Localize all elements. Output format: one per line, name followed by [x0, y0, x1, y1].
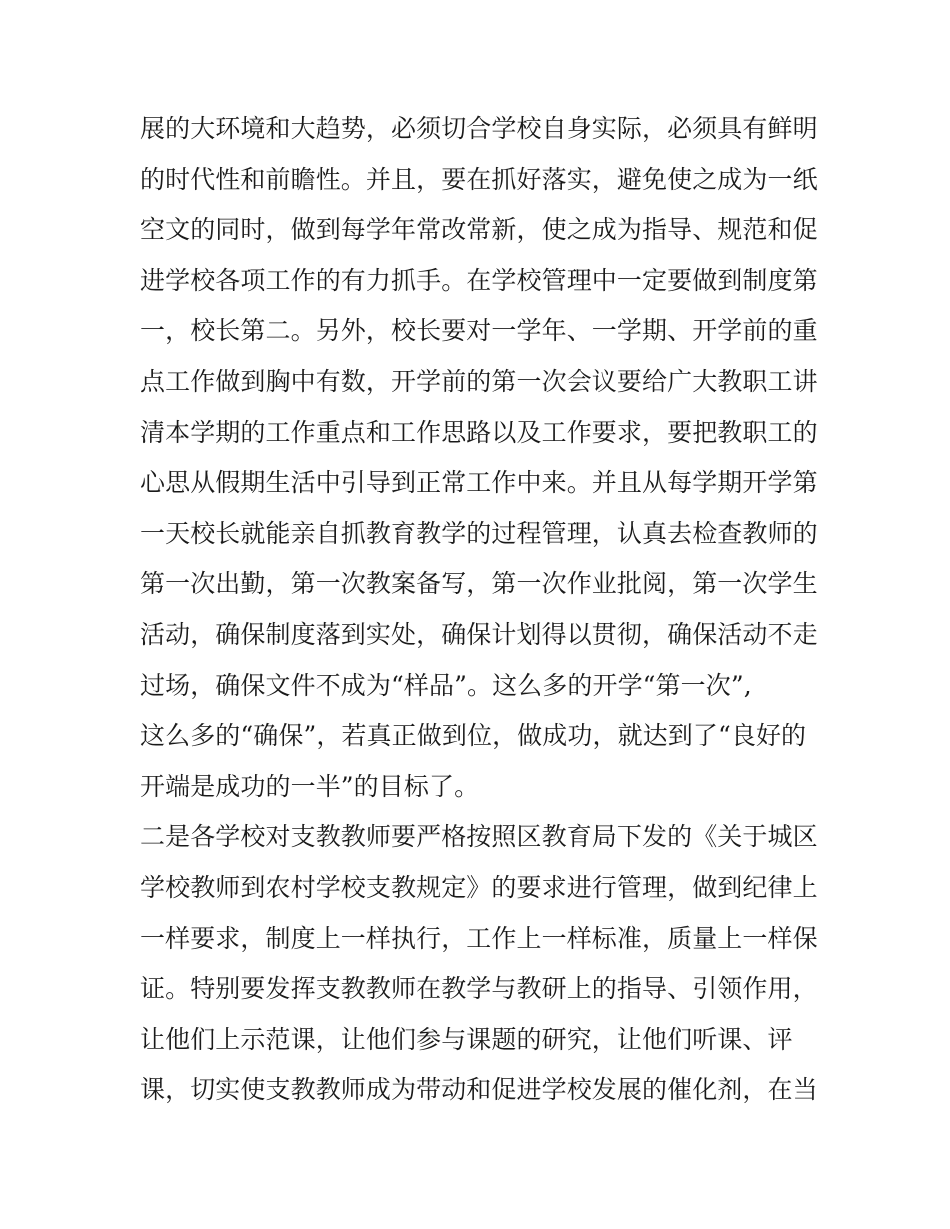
text-line: 展的大环境和大趋势，必须切合学校自身实际，必须具有鲜明: [140, 114, 818, 143]
text-line: 清本学期的工作重点和工作思路以及工作要求，要把教职工的: [140, 417, 818, 447]
text-line: 证。特别要发挥支教教师在教学与教研上的指导、引领作用，: [140, 974, 818, 1004]
text-line: 心思从假期生活中引导到正常工作中来。并且从每学期开学第: [140, 468, 818, 498]
text-line: 的时代性和前瞻性。并且，要在抓好落实，避免使之成为一纸: [140, 164, 818, 194]
text-line: 过场，确保文件不成为“样品”。这么多的开学“第一次”,: [140, 670, 752, 700]
text-line: 让他们上示范课，让他们参与课题的研究，让他们听课、评: [140, 1024, 793, 1054]
text-line: 一样要求，制度上一样执行，工作上一样标准，质量上一样保: [140, 923, 818, 953]
text-line: 第一次出勤，第一次教案备写，第一次作业批阅，第一次学生: [140, 569, 818, 599]
text-line: 学校教师到农村学校支教规定》的要求进行管理，做到纪律上: [140, 872, 818, 902]
text-line: 点工作做到胸中有数，开学前的第一次会议要给广大教职工讲: [140, 366, 818, 396]
text-line: 课，切实使支教教师成为带动和促进学校发展的催化剂，在当: [140, 1075, 818, 1105]
text-line: 进学校各项工作的有力抓手。在学校管理中一定要做到制度第: [140, 265, 818, 295]
text-line: 开端是成功的一半”的目标了。: [140, 771, 480, 801]
text-line: 这么多的“确保”，若真正做到位，做成功，就达到了“良好的: [140, 721, 807, 751]
text-line: 空文的同时，做到每学年常改常新，使之成为指导、规范和促: [140, 215, 818, 245]
text-line: 一天校长就能亲自抓教育教学的过程管理，认真去检查教师的: [140, 518, 818, 548]
text-line: 二是各学校对支教教师要严格按照区教育局下发的《关于城区: [140, 822, 818, 852]
text-line: 一，校长第二。另外，校长要对一学年、一学期、开学前的重: [140, 316, 818, 346]
text-line: 活动，确保制度落到实处，确保计划得以贯彻，确保活动不走: [140, 619, 818, 649]
body-text: [140, 104, 820, 1116]
